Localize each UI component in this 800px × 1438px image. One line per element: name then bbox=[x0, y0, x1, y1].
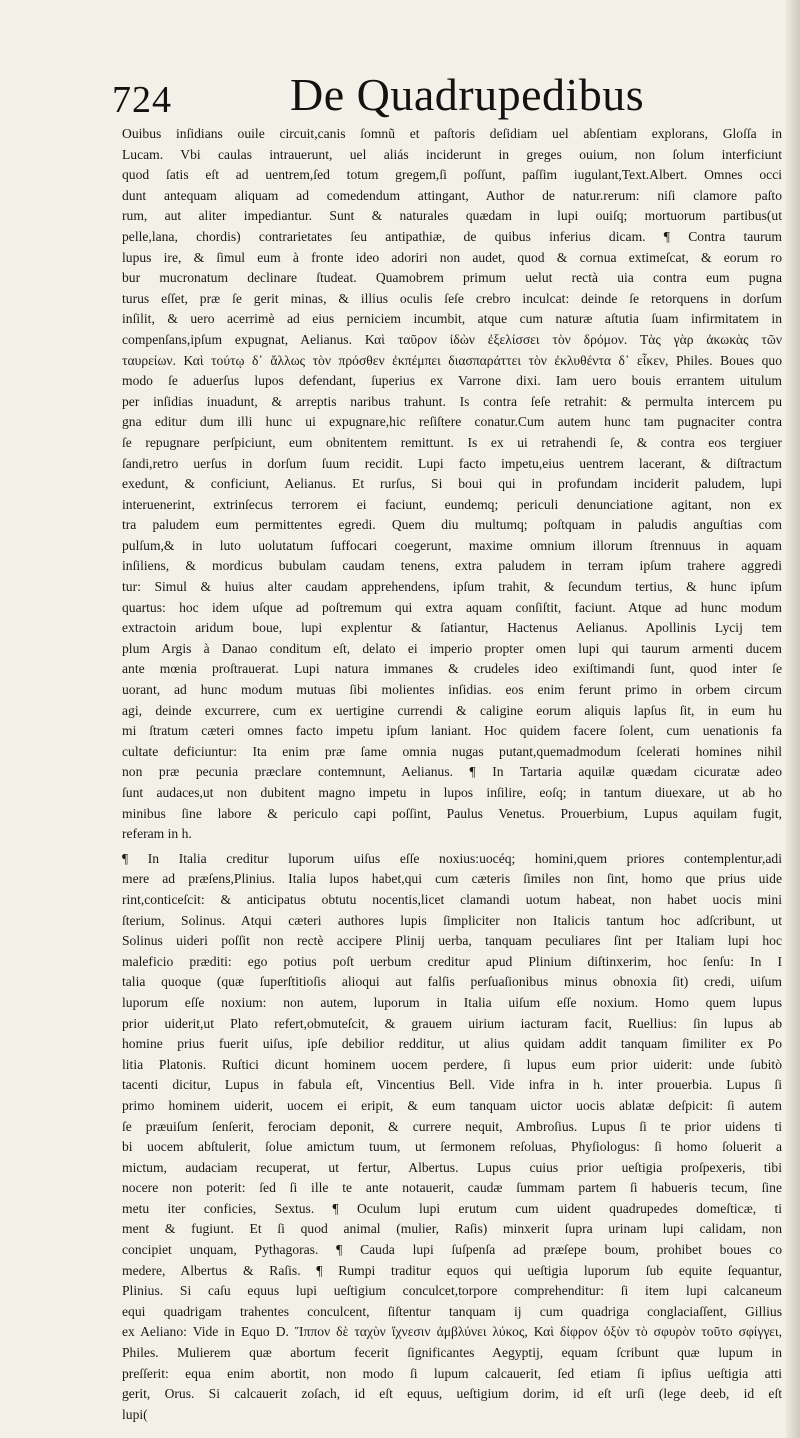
text-line: exedunt, & conficiunt, Aelianus. Et rurſus, Si boui qui in profundam inciderit paludem, lupi bbox=[122, 476, 782, 492]
text-line: gerit, Orus. Si calcauerit zoſach, id eſt equus, ueſtigium dorim, id eſt urſi (lege deeb, id eſt bbox=[122, 1386, 782, 1402]
text-line: maleficio præditi: ego potius poſt uerbum creditur apud Plinium diſtinxerim, hoc ſenſu: In I bbox=[122, 953, 782, 969]
text-line: nocere non poterit: ſed ſi ille te ante notauerit, caudæ ſummam partem ſi habueris tecum, ſine bbox=[122, 1180, 782, 1196]
text-line: inſilit, & uero acerrimè ad eius perniciem incumbit, atque cum naturæ aſtutia ſuam infirmitatem in bbox=[122, 311, 782, 327]
text-line: tacenti dicitur, Lupus in fabula eſt, Vincentius Bell. Vide infra in h. inter prouerbia. Lupus ſi bbox=[122, 1077, 782, 1093]
text-line: talia quoque (quæ ſuperſtitioſis alioqui aut falſis perſuaſionibus minus obnoxia ſit) credi, uiſum bbox=[122, 974, 782, 990]
text-line: ταυρείων. Καὶ τούτῳ δ᾽ ἄλλως τὸν πρόσθεν ἐκπέμπει διασπαράττει τὸν ἐκλυθέντα δ᾽ εἶκεν, Philes. Boues quo bbox=[122, 352, 782, 368]
page-header bbox=[112, 68, 772, 124]
text-line: pulſum,& in luto uolutatum ſuffocari coegerunt, maxime omnium illorum ſtrennuus in aquam bbox=[122, 537, 782, 553]
text-line: referam in h. bbox=[122, 826, 192, 842]
text-line: Ouibus inſidians ouile circuit,canis ſomnũ et paſtoris deſidiam uel abſentiam explorans, Gloſſa in bbox=[122, 126, 782, 141]
text-line: ſandi,retro uerſus in dorſum ſuum recidit. Lupi facto impetu,eius uentrem lacerant, & diſtractum bbox=[122, 455, 782, 471]
text-line: quod ſatis eſt ad uentrem,ſed totum gregem,ſi poſſunt, paſſim iugulant,Text.Albert. Omnes occi bbox=[122, 167, 782, 183]
text-line: gna editur dum illi hunc ui expugnare,hic reſiſtere conatur.Cum autem hunc tam pugnaciter contra bbox=[122, 414, 782, 430]
text-line: quartus: hoc idem uſque ad poſtremum qui extra aquam conſiſtit, faciunt. Atque ad hunc modum bbox=[122, 599, 782, 615]
text-line: ſe præuiſum ſenſerit, ferociam deponit, & currere nequit, Ambroſius. Lupus ſi te prior uidens ti bbox=[122, 1118, 782, 1134]
text-line: ſterium, Solinus. Atqui cæteri authores lupis ſimpliciter non Italicis tantum hoc adſcribunt, ut bbox=[122, 912, 782, 928]
page-number: 724 bbox=[112, 79, 172, 121]
text-line: bi uocem abſtulerit, ſolue amictum tuum, ut ſermonem reſoluas, Phyſiologus: ſi homo ſoluerit a bbox=[122, 1139, 782, 1155]
text-line: Lucam. Vbi caulas intrauerunt, uel aliás inciderunt in greges ouium, non ſolum interficiunt bbox=[122, 146, 782, 162]
text-line: ante mœnia proſtrauerat. Lupi natura immanes & crudeles ideo exiſtimandi ſunt, quod inter ſe bbox=[122, 661, 782, 677]
text-line: lupus ire, & ſimul eum à fronte ideo adoriri non audet, quod & cornua extimeſcat, & eorum ro bbox=[122, 249, 782, 265]
paragraph-2 bbox=[122, 849, 782, 1426]
page-edge-shadow bbox=[786, 0, 800, 1438]
text-line: pelle,lana, chordis) contrarietates ſeu antipathiæ, de quibus inferius dicam. ¶ Contra taurum bbox=[122, 228, 782, 244]
text-line: inſiliens, & mordicus bubulam caudam tenens, extra paludem in terram ipſum trahere aggredi bbox=[122, 558, 782, 574]
running-title: De Quadrupedibus bbox=[290, 69, 645, 120]
text-line: luporum eſſe noxium: non autem, luporum in Italia uiſum eſſe noxium. Homo quem lupus bbox=[122, 994, 782, 1010]
text-line: extractoin aridum boue, lupi explentur & ſatiantur, Hactenus Aelianus. Apollinis Lycij tem bbox=[122, 620, 782, 636]
text-line: tra paludem eum permittentes egredi. Quem diu multumq; poſtquam in paludis anguſtias com bbox=[122, 517, 782, 533]
text-line: dunt antequam aliquam ad comedendum attingant, Author de natur.rerum: niſi clamore paſto bbox=[122, 187, 782, 203]
text-line: modo ſe aduerſus lupos defendant, ſuperius ex Varrone dixi. Iam uero bouis errantem uitulum bbox=[122, 373, 782, 389]
body-text bbox=[122, 124, 782, 1425]
text-line: interuenerint, extrinſecus terrorem ei faciunt, eundemq; periculi denunciatione agitant, non ex bbox=[122, 496, 782, 512]
text-line: per inſidias inuadunt, & arreptis naribus trahunt. Is contra ſeſe retrahit: & permulta intercem pu bbox=[122, 393, 782, 409]
text-line: compenſans,ipſum expugnat, Aelianus. Καὶ ταῦρον ἰδὼν ἐξελίσσει τὸν δρόμον. Τὰς γὰρ ἀκωκὰς τῶν bbox=[122, 331, 782, 347]
text-line: equi quadrigam trahentes conculcent, ſiſtentur tanquam ij cum quadriga conglaciaſſent, Gillius bbox=[122, 1303, 782, 1319]
text-line: metu iter conficies, Sextus. ¶ Oculum lupi erutum cum uident quadrupedes domeſticæ, ti bbox=[122, 1200, 782, 1216]
text-line: mi ſtratum cæteri omnes facto impetu ipſum laniant. Hoc quidem facere ſolent, cum uenationis fa bbox=[122, 723, 782, 739]
text-line: plum Argis à Danao conditum eſt, delato ei imperio propter omen lupi qui taurum armenti ducem bbox=[122, 640, 782, 656]
text-line: mictum, audaciam recuperat, ut fertur, Albertus. Lupus cuius prior ueſtigia proſpexeris, tibi bbox=[122, 1159, 782, 1175]
text-line: ¶ In Italia creditur luporum uiſus eſſe noxius:uocéq; homini,quem priores contemplentur,adi bbox=[122, 850, 782, 866]
text-line: preſſerit: equa enim abortit, non modo ſi lupum calcauerit, ſed etiam ſi ipſius ueſtigia atti bbox=[122, 1365, 782, 1381]
text-line: turus eſſet, præ ſe gerit minas, & illius oculis ſeſe crebro inculcat: deinde ſe retorquens in dorſum bbox=[122, 290, 782, 306]
text-line: rint,conticeſcit: & anticipatus obtutu nocentis,licet clamandi uotum habeat, non habet uocis mini bbox=[122, 891, 782, 907]
text-line: Solinus uideri poſſit non rectè accipere Plinij uerba, tanquam peculiares ſint per Italiam lupi hoc bbox=[122, 933, 782, 949]
text-line: Plinius. Si caſu equus lupi ueſtigium conculcet,torpore comprehenditur: ſi item lupi calcaneum bbox=[122, 1283, 782, 1299]
text-line: ex Aeliano: Vide in Equo D. Ἵππον δὲ ταχὺν ἴχνεσιν ἀμβλύνει λύκος, Καὶ δίφρον ὀξὺν τὸ σφυρὸν τοῦτο σφίγγει, bbox=[122, 1324, 782, 1340]
text-line: litia Platonis. Ruſtici dicunt hominem uocem perdere, ſi lupus eum prior uiderit: unde ſubitò bbox=[122, 1056, 782, 1072]
text-line: minibus ſine labore & periculo capi poſſint, Paulus Venetus. Prouerbium, Lupus aquilam fugit, bbox=[122, 805, 782, 821]
text-line: homine prius fuerit uiſus, ipſe debilior redditur, ut alius quidam addit tanquam ſimiliter ex Po bbox=[122, 1036, 782, 1052]
text-line: prior uiderit,ut Plato refert,obmuteſcit, & grauem uirium iacturam facit, Ruellius: ſin lupus ab bbox=[122, 1015, 782, 1031]
text-line: agi, deinde excurrere, cum ex uertigine currendi & caligine eorum aliquis lapſus ſit, in eum hu bbox=[122, 702, 782, 718]
text-line: Philes. Mulierem quæ abortum fecerit ſignificantes Aegyptij, equam ſcribunt quæ lupum in bbox=[122, 1345, 782, 1361]
text-line: primo hominem uiderit, uocem ei eripit, & eum tanquam uictor uocis ablatæ deſpicit: ſi autem bbox=[122, 1097, 782, 1113]
text-line: non præ pecunia præclare contemnunt, Aelianus. ¶ In Tartaria aquilæ quædam cicuratæ adeo bbox=[122, 764, 782, 780]
text-line: rum, aut aliter impediantur. Sunt & naturales quædam in lupi ouiſq; mortuorum partibus(ut bbox=[122, 208, 782, 224]
text-line: ment & fugiunt. Et ſi quod animal (mulier, Raſis) minxerit ſupra urinam lupi calidam, non bbox=[122, 1221, 782, 1237]
paragraph-1 bbox=[122, 124, 782, 845]
text-line: ſunt audaces,ut non dubitent magno impetu in lupos inſilire, eoſq; in tantum diuexare, ut ab ho bbox=[122, 785, 782, 800]
text-line: tur: Simul & huius alter caudam apprehendens, ipſum trahit, & ſecundum tertius, & hunc ipſum bbox=[122, 579, 782, 595]
text-line: cultate deficiuntur: Ita enim præ ſame omnia nugas putant,quemadmodum ſcelerati homines nihil bbox=[122, 743, 782, 759]
text-line: uorant, ad hunc modum mutuas ſibi molientes inſidias. eos enim ferunt primo in orbem circum bbox=[122, 682, 782, 698]
text-line: ſe repugnare perſpiciunt, eum obnitentem remittunt. Is ex ui retrahendi ſe, & contra eos tergiuer bbox=[122, 434, 782, 450]
text-line: bur mucronatum declinare ſtudeat. Quamobrem primum uelut rectà uia contra eum pugna bbox=[122, 270, 782, 286]
text-line: concipiet unquam, Pythagoras. ¶ Cauda lupi ſuſpenſa ad præſepe boum, prohibet boues co bbox=[122, 1242, 782, 1258]
text-line: lupi( bbox=[122, 1406, 148, 1422]
text-line: medere, Albertus & Raſis. ¶ Rumpi traditur equos qui ueſtigia luporum ſub equite ſequantur, bbox=[122, 1262, 782, 1278]
text-line: mere ad præſens,Plinius. Italia lupos habet,qui cum cæteris ſimiles non ſint, homo que prius uide bbox=[122, 871, 782, 887]
